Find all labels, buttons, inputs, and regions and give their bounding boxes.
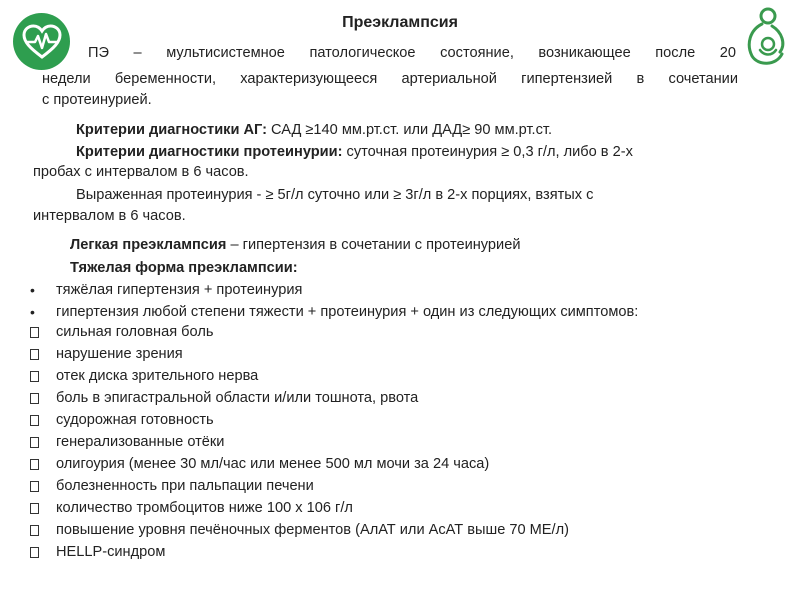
checkbox-bullet-icon	[30, 393, 39, 404]
checkbox-bullet-icon	[30, 547, 39, 558]
bullet-dot-icon: •	[30, 304, 35, 320]
checkbox-bullet-icon	[30, 525, 39, 536]
checkbox-bullet-icon	[30, 481, 39, 492]
symptom-item: нарушение зрения	[56, 346, 183, 362]
criteria-proteinuria	[76, 143, 633, 161]
symptom-item: олигоурия (менее 30 мл/час или менее 500 мл мочи за 24 часа)	[56, 456, 490, 472]
checkbox-bullet-icon	[30, 437, 39, 448]
criteria-proteinuria-label: Критерии диагностики протеинурии:	[76, 144, 343, 160]
checkbox-bullet-icon	[30, 415, 39, 426]
symptom-item: количество тромбоцитов ниже 100 х 106 г/л	[56, 500, 353, 516]
symptom-item: боль в эпигастральной области и/или тошнота, рвота	[56, 390, 419, 406]
definition-line-3: с протеинурией.	[42, 92, 152, 108]
symptom-item: генерализованные отёки	[56, 434, 225, 450]
severe-preeclampsia-heading	[70, 259, 298, 277]
criteria-expressed-proteinuria-continued: интервалом в 6 часов.	[33, 208, 186, 224]
criteria-ag-label: Критерии диагностики АГ:	[76, 122, 267, 138]
definition-line-1: ПЭ – мультисистемное патологическое состояние, возникающее после 20	[88, 45, 736, 61]
checkbox-bullet-icon	[30, 503, 39, 514]
criteria-ag	[76, 121, 552, 139]
symptom-item: HELLP-синдром	[56, 544, 166, 560]
checkbox-bullet-icon	[30, 349, 39, 360]
checkbox-bullet-icon	[30, 327, 39, 338]
definition-line-2: недели беременности, характеризующееся артериальной гипертензией в сочетании	[42, 71, 738, 87]
checkbox-bullet-icon	[30, 371, 39, 382]
severe-bullet-item: гипертензия любой степени тяжести + протеинурия + один из следующих симптомов:	[56, 304, 639, 320]
mild-preeclampsia	[70, 236, 520, 254]
symptom-item: болезненность при пальпации печени	[56, 478, 314, 494]
symptom-item: судорожная готовность	[56, 412, 214, 428]
symptom-item: отек диска зрительного нерва	[56, 368, 259, 384]
severe-bullet-item: тяжёлая гипертензия + протеинурия	[56, 282, 303, 298]
criteria-proteinuria-continued: пробах с интервалом в 6 часов.	[33, 164, 249, 180]
bullet-dot-icon: •	[30, 282, 35, 298]
mild-preeclampsia-text: – гипертензия в сочетании с протеинурией	[226, 237, 521, 253]
criteria-proteinuria-value: суточная протеинурия ≥ 0,3 г/л, либо в 2-х	[342, 144, 633, 160]
symptom-item: сильная головная боль	[56, 324, 214, 340]
severe-preeclampsia-label: Тяжелая форма преэклампсии:	[70, 260, 298, 276]
checkbox-bullet-icon	[30, 459, 39, 470]
symptom-item: повышение уровня печёночных ферментов (АлАТ или АсАТ выше 70 МЕ/л)	[56, 522, 569, 538]
page-title: Преэклампсия	[342, 14, 458, 31]
criteria-ag-value: САД ≥140 мм.рт.ст. или ДАД≥ 90 мм.рт.ст.	[266, 122, 553, 138]
criteria-expressed-proteinuria: Выраженная протеинурия - ≥ 5г/л суточно или ≥ 3г/л в 2-х порциях, взятых с	[76, 187, 594, 203]
mild-preeclampsia-label: Легкая преэклампсия	[70, 237, 227, 253]
